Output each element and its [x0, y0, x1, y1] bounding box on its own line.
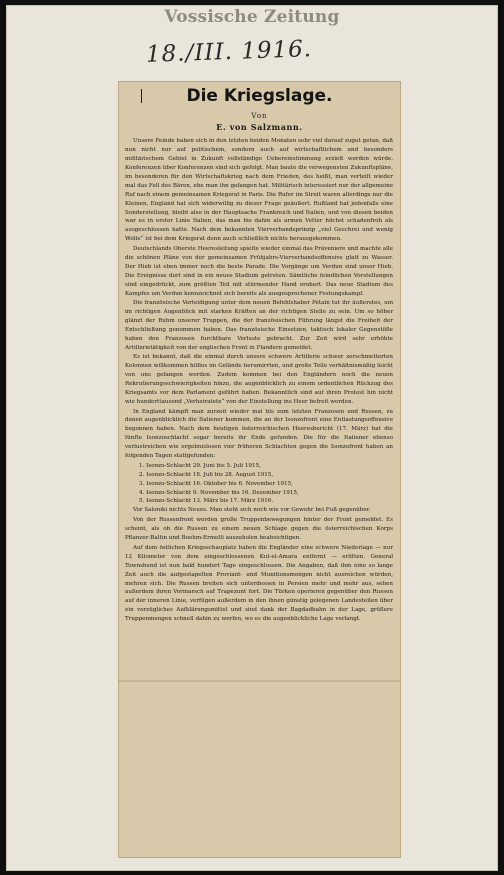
battle-item: 2. Isonzo-Schlacht 18. Juli bis 28. August 1915,	[139, 471, 274, 478]
paragraph: Von der Russenfront werden große Truppenbewegungen hinter der Front gemeldet. Es scheint, als ob die Russen zu einem neuen Schlage gegen die österreichischen Korps Pflanzer-Baltin und Boehm-Ermolli auszuholen beabsichtigen.	[125, 516, 393, 541]
paragraph: Deutschlands Oberste Heeresleitung spielte wieder einmal das Präveniere und machte alle die schönen Pläne von der gemeinsamen Frühjahrs-Vierverbandsoffensive glatt zu Wasser. Der Hieb ist eben immer noch die beste Parade. Die Vorgänge um Verdun sind unser Hieb. Die Ereignisse dort sind in ein neues Stadium getreten. Sämtliche feindlichen Vorstellungen sind eingedrückt, zum größten Teil mit stürmender Hand erobert. Das neue Stadium des Kampfes um Verdun kennzeichnet sich bereits als ausgesprochener Festungskampf.	[125, 245, 393, 297]
battle-list	[125, 462, 393, 507]
paragraph: Die französische Verteidigung unter dem neuen Befehlshaber Pétain tut ihr äußerstes, um im richtigen Augenblick mit starken Kräften an der richtigen Stelle zu sein. Um so höher glänzt der Ruhm unserer Truppen, die der französischen Führung längst die Freiheit der Entschließung genommen haben. Das französische Einsetzen, taktisch lokaler Gegenstöße haben den Franzosen furchtbare Verluste gebracht. Zur Zeit wird sehr erhöhte Artillerietätigkeit von der englischen Front in Flandern gemeldet.	[125, 300, 393, 351]
handwritten-date: 18./III. 1916.	[145, 36, 313, 68]
paragraph: Unsere Feinde haben sich in den letzten beiden Monaten sehr viel darauf zugut getan, daß nun nicht nur auf politischem, sondern auch auf wirtschaftlichem und besonders militärischem Gebiet in Zukunft vollständige Uebereinstimmung erzielt werden würde. Konferenzen über Konferenzen sind sich gefolgt. Man baute die verwegensten Zukunftspläne, im besonderen für den Wirtschaftskrieg nach dem Frieden, des heißt, man verteilt wieder mal das Fell des Bären, ehe man ihn gefangen hat. Militärisch interessiert nur der allgemeine Ruf nach einem gemeinsamen Kriegsrat in Paris. Die Rufer im Streit waren allerdings nur die Kleinen, England hat sich widerwillig zu dieser Frage geäußert. Rußland hat jedenfalls eine Sonderstellung, bleibt also in der Hauptsache Frankreich und Italien, und von diesen beiden war es in erster Linie Italien, das man bis dahin als armen Vetter höchst schadenfroh als ausgeschlossen hatte. Nach dem bekannten Vierverbandsprinzip „viel Geschrei und wenig Wolle“ ist bei dem Kriegsrat denn auch schließlich nichts herausgekommen.	[125, 138, 393, 243]
paragraph: In England kämpft man zurzeit wieder mal bis zum letzten Franzosen und Russen, zu denen augenblicklich die Italiener kommen, die an der Isonzofront eine Entlastungsoffensive begonnen haben. Nach dem heutigen österreichischen Heeresbericht (17. März) hat die fünfte Isonzoschlacht sogar bereits ihr Ende gefunden. Die für die Italiener ebenso verlustreichen wie ergebnislosen vier früheren Schlachten gegen die Isonzofront haben an folgenden Tagen stattgefunden:	[125, 408, 393, 460]
battle-item: 3. Isonzo-Schlacht 16. Oktober bis 6. November 1915,	[139, 480, 293, 487]
article-title: Die Kriegslage.	[186, 86, 333, 106]
clipping-fold-line	[119, 680, 400, 682]
article-body	[125, 137, 393, 625]
paragraph: Vor Saloniki nichts Neues. Man steht sich noch wie vor Gewehr bei Fuß gegenüber.	[133, 507, 371, 514]
newspaper-clipping	[119, 82, 400, 857]
paragraph: Es ist bekannt, daß die einmal durch unsere schwere Artillerie schwer zerschmetterten Kolonnen willkommen hilflos im Gelände herumirrten, und große Teile verhältnismäßig leicht von uns gefangen werden. Zudem kommen bei den Engländern noch die neuen Rekrutierungsschwierigkeiten hinzu, die augenblicklich zu einem ordentlichen Rückzug des Kriegsamts vor dem Parlament geführt haben. Bekanntlich sind auf ihren Protest hin nicht wie hunderttausend „Verheiratete“ von der Einstellung ins Heer befreit worden.	[125, 354, 393, 405]
byline-von: Von	[251, 112, 268, 120]
paragraph: Auf dem östlichen Kriegsschauplatz haben die Engländer eine schwere Niederlage — nur 12 Kilometer von dem eingeschlossenen Kut-el-Amara entfernt — erlitten. General Townshend ist nun bald hundert Tage eingeschlossen. Die Angaben, daß ihm eine so lange Zeit auch die aufgestapelten Proviant- und Munitionsmengen nicht ausreichen würden, mehren sich. Die Russen breiten sich unterdessen in Persien mehr und mehr aus, sehen außerdem ihren Vormarsch auf Trapezunt fort. Die Türken operieren gegenüber den Russen auf der inneren Linie, verfügen außerdem in den ihnen günstig gelegenen Landesteilen über ein vorzügliches Aufklärungsmittel und sind dank der Bagdadbahn in der Lage, größere Truppenmengen schnell dahin zu werfen, wo es die augenblickliche Lage verlangt.	[125, 544, 393, 623]
article-author: E. von Salzmann.	[216, 122, 303, 132]
battle-item: 1. Isonzo-Schlacht 29. Juni bis 5. Juli 1915,	[139, 462, 261, 469]
battle-item: 5. Isonzo-Schlacht 13. März bis 17. März 1916.	[139, 498, 274, 505]
battle-item: 4. Isonzo-Schlacht 9. November bis 16. Dezember 1915,	[139, 489, 299, 496]
newspaper-masthead: Vossische Zeitung	[164, 7, 340, 27]
